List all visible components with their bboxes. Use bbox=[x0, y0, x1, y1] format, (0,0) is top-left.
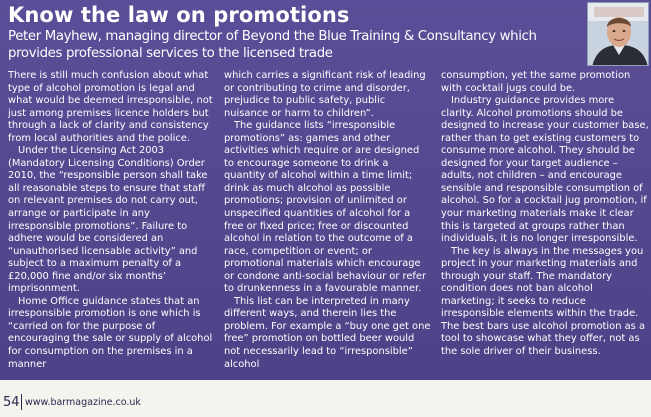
magazine-url-link[interactable]: www.barmagazine.co.uk bbox=[25, 397, 141, 408]
page-footer bbox=[0, 380, 651, 417]
author-photo bbox=[587, 2, 649, 66]
text-column-3 bbox=[441, 70, 649, 359]
author-portrait-icon bbox=[588, 3, 649, 66]
paragraph: This list can be interpreted in many different ways, and therein lies the problem. For example a “buy one get one free” promotion on bottled beer would not necessarily lead to “irresponsible” alcohol bbox=[224, 295, 431, 370]
paragraph: The guidance lists “irresponsible promotions” as: games and other activities which require or are designed to encourage someone to drink a quantity of alcohol within a time limit; drink as much alcohol as possible promotions; provision of unlimited or unspecified quantities of alcohol for a free or fixed price; free or discounted alcohol in relation to the outcome of a race, competition or event; or promotional materials which encourage or condone anti-social behaviour or refer to drunkenness in a favourable manner. bbox=[224, 120, 427, 295]
paragraph: The key is always in the messages you project in your marketing materials and through your staff. The mandatory condition does not ban alcohol marketing; it seeks to reduce irresponsible elements within the trade. The best bars use alcohol promotion as a tool to showcase what they offer, not as the sole driver of their business. bbox=[441, 245, 645, 358]
paragraph: Under the Licensing Act 2003 (Mandatory Licensing Conditions) Order 2010, the “responsible person shall take all reasonable steps to ensure that staff on relevant premises do not carry out, arrange or participate in any irresponsible promotions”. Failure to adhere would be considered an “unauthorised licensable activity” and subject to a maximum penalty of a £20,000 fine and/or six months’ imprisonment. bbox=[8, 145, 208, 295]
page-number: 54 bbox=[3, 395, 20, 410]
article-byline: Peter Mayhew, managing director of Beyond the Blue Training & Consultancy which provides professional services to the licensed trade bbox=[8, 29, 537, 61]
article-body bbox=[0, 70, 651, 380]
footer-divider bbox=[21, 394, 22, 410]
paragraph: consumption, yet the same promotion with cocktail jugs could be. bbox=[441, 70, 631, 94]
text-column-1 bbox=[8, 70, 216, 371]
article-title: Know the law on promotions bbox=[8, 3, 350, 27]
paragraph: There is still much confusion about what type of alcohol promotion is legal and what would be deemed irresponsible, not just among premises licence holders but through a lack of clarity and consistency from local authorities and the police. bbox=[8, 70, 213, 144]
text-column-2 bbox=[224, 70, 432, 371]
paragraph: which carries a significant risk of leading or contributing to crime and disorder, prejudice to public safety, public nuisance or harm to children”. bbox=[224, 70, 426, 119]
paragraph: Home Office guidance states that an irresponsible promotion is one which is “carried on for the purpose of encouraging the sale or supply of alcohol for consumption on the premises in a manner bbox=[8, 295, 213, 370]
paragraph: Industry guidance provides more clarity. Alcohol promotions should be designed to increase your customer base, rather than to get existing customers to consume more alcohol. They should be designed for your target audience – adults, not children – and encourage sensible and responsible consumption of alcohol. So for a cocktail jug promotion, if your marketing materials make it clear this is targeted at groups rather than individuals, it is no longer irresponsible. bbox=[441, 95, 649, 245]
